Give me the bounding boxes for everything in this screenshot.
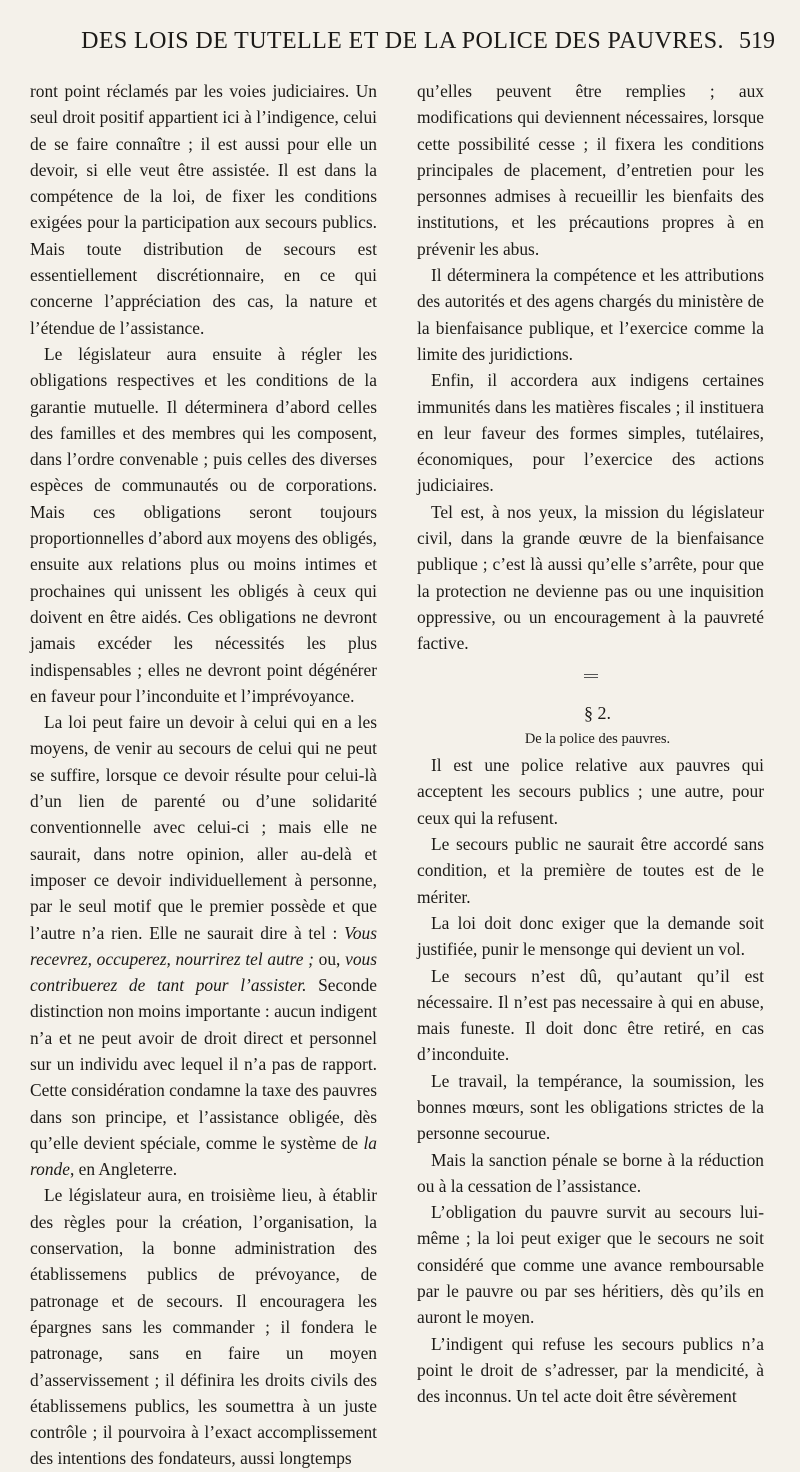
paragraph: Mais la sanction pénale se borne à la réduction ou à la cessation de l’assistance. xyxy=(417,1149,764,1196)
paragraph: ront point réclamés par les voies judiciaires. Un seul droit positif appartient ici à l’indigence, celui de se faire connaître ; il est aussi pour elle un devoir, si elle veut être assistée. Il est dans la compétence de la loi, de fixer les conditions exigées pour la participation aux secours publics. Mais toute distribution de secours est essentiellement discrétionnaire, en ce qui concerne l’appréciation des cas, la nature et l’étendue de l’assistance. xyxy=(30,81,377,338)
italic-quote: Vous recevrez, occuperez, nourrirez tel autre ; xyxy=(30,922,377,969)
paragraph: Il est une police relative aux pauvres qui acceptent les secours publics ; une autre, pour ceux qui la refusent. xyxy=(417,755,764,828)
paragraph xyxy=(30,709,377,1182)
paragraph-text: La loi peut faire un devoir à celui qui en a les moyens, de venir au secours de celui qui ne peut se suffire, lorsque ce devoir résulte pour celui-là d’un lien de parenté ou d’une solidarité conventionnelle avec celui-ci ; mais elle ne saurait, dans notre opinion, aller au-delà et imposer ce devoir individuellement à personne, par le seul motif que le premier possède et que l’autre n’a rien. Elle ne saurait dire à tel : xyxy=(30,712,377,943)
paragraph-text: Seconde distinction non moins importante : aucun indigent n’a et ne peut avoir de droit direct et personnel sur un individu avec lequel il n’a pas de rapport. Cette considération condamne la taxe des pauvres dans son principe, et l’assistance obligée, dès qu’elle devient spéciale, comme le système de xyxy=(30,975,377,1153)
running-header xyxy=(30,28,775,62)
paragraph: Le secours public ne saurait être accordé sans condition, et la première de toutes est de le mériter. xyxy=(417,834,764,907)
paragraph: Tel est, à nos yeux, la mission du législateur civil, dans la grande œuvre de la bienfaisance publique ; c’est là aussi qu’elle s’arrête, pour que la protection ne devienne pas ou une inquisition oppressive, ou un encouragement à la pauvreté factive. xyxy=(417,501,764,654)
paragraph: L’obligation du pauvre survit au secours lui-même ; la loi peut exiger que le secours ne soit considéré que comme une avance remboursable par le pauvre ou par ses héritiers, dès qu’ils en auront le moyen. xyxy=(417,1202,764,1328)
paragraph: Il déterminera la compétence et les attributions des autorités et des agens chargés du ministère de la bienfaisance publique, et l’exercice comme la limite des juridictions. xyxy=(417,265,764,364)
paragraph: Le secours n’est dû, qu’autant qu’il est nécessaire. Il n’est pas necessaire à qui en abuse, mais funeste. Il doit donc être retiré, en cas d’inconduite. xyxy=(417,965,764,1065)
paragraph: L’indigent qui refuse les secours publics n’a point le droit de s’adresser, par la mendicité, à des inconnus. Un tel acte doit être sévèrement xyxy=(417,1333,764,1407)
running-title: DES LOIS DE TUTELLE ET DE LA POLICE DES PAUVRES. xyxy=(81,28,724,54)
page-number: 519 xyxy=(739,28,775,54)
left-column xyxy=(30,78,377,1472)
section-subtitle: De la police des pauvres. xyxy=(524,730,671,747)
section-heading: § 2. xyxy=(584,702,611,723)
paragraph: Le législateur aura ensuite à régler les obligations respectives et les conditions de la garantie mutuelle. Il déterminera d’abord celles des familles et des membres qui les composent, dans l’ordre convenable ; puis celles des diverses espèces de communautés ou de corporations. Mais ces obligations seront toujours proportionnelles d’abord aux moyens des obligés, ensuite aux relations plus ou moins intimes et prochaines qui unissent les obligés à ceux qui doivent en être aidés. Ces obligations ne devront jamais excéder les nécessités les plus indispensables ; elles ne devront point dégénérer en faveur pour l’inconduite et l’imprévoyance. xyxy=(30,343,377,706)
right-column xyxy=(417,78,764,1410)
paragraph: Le travail, la tempérance, la soumission, les bonnes mœurs, sont les obligations strictes de la personne secourue. xyxy=(417,1070,764,1144)
italic-term: la ronde xyxy=(30,1132,377,1180)
paragraph: qu’elles peuvent être remplies ; aux modifications qui deviennent nécessaires, lorsque cette possibilité cesse ; il fixera les conditions principales de placement, d’entretien pour les personnes admises à recueillir les bienfaits des institutions, et les précautions propres à en prévenir les abus. xyxy=(417,81,764,259)
paragraph: Le législateur aura, en troisième lieu, à établir des règles pour la création, l’organisation, la conservation, la bonne administration des établissemens publics de prévoyance, de patronage et de secours. Il encouragera les épargnes sans les commander ; il fondera le patronage, sans en faire un moyen d’asservissement ; il définira les droits civils des établissemens publics, les soumettra à un juste contrôle ; il pourvoira à l’exact accomplissement des intentions des fondateurs, aussi longtemps xyxy=(30,1185,377,1469)
italic-quote: vous contribuerez de tant pour l’assister. xyxy=(30,948,377,996)
paragraph-text: ou, xyxy=(313,948,346,969)
paragraph: La loi doit donc exiger que la demande soit justifiée, punir le mensonge qui devient un vol. xyxy=(417,912,764,960)
paragraph: Enfin, il accordera aux indigens certaines immunités dans les matières fiscales ; il instituera en leur faveur des formes simples, tutélaires, économiques, pour l’exercice des actions judiciaires. xyxy=(417,370,764,496)
section-divider xyxy=(417,667,764,678)
paragraph-text: , en Angleterre. xyxy=(69,1159,178,1180)
